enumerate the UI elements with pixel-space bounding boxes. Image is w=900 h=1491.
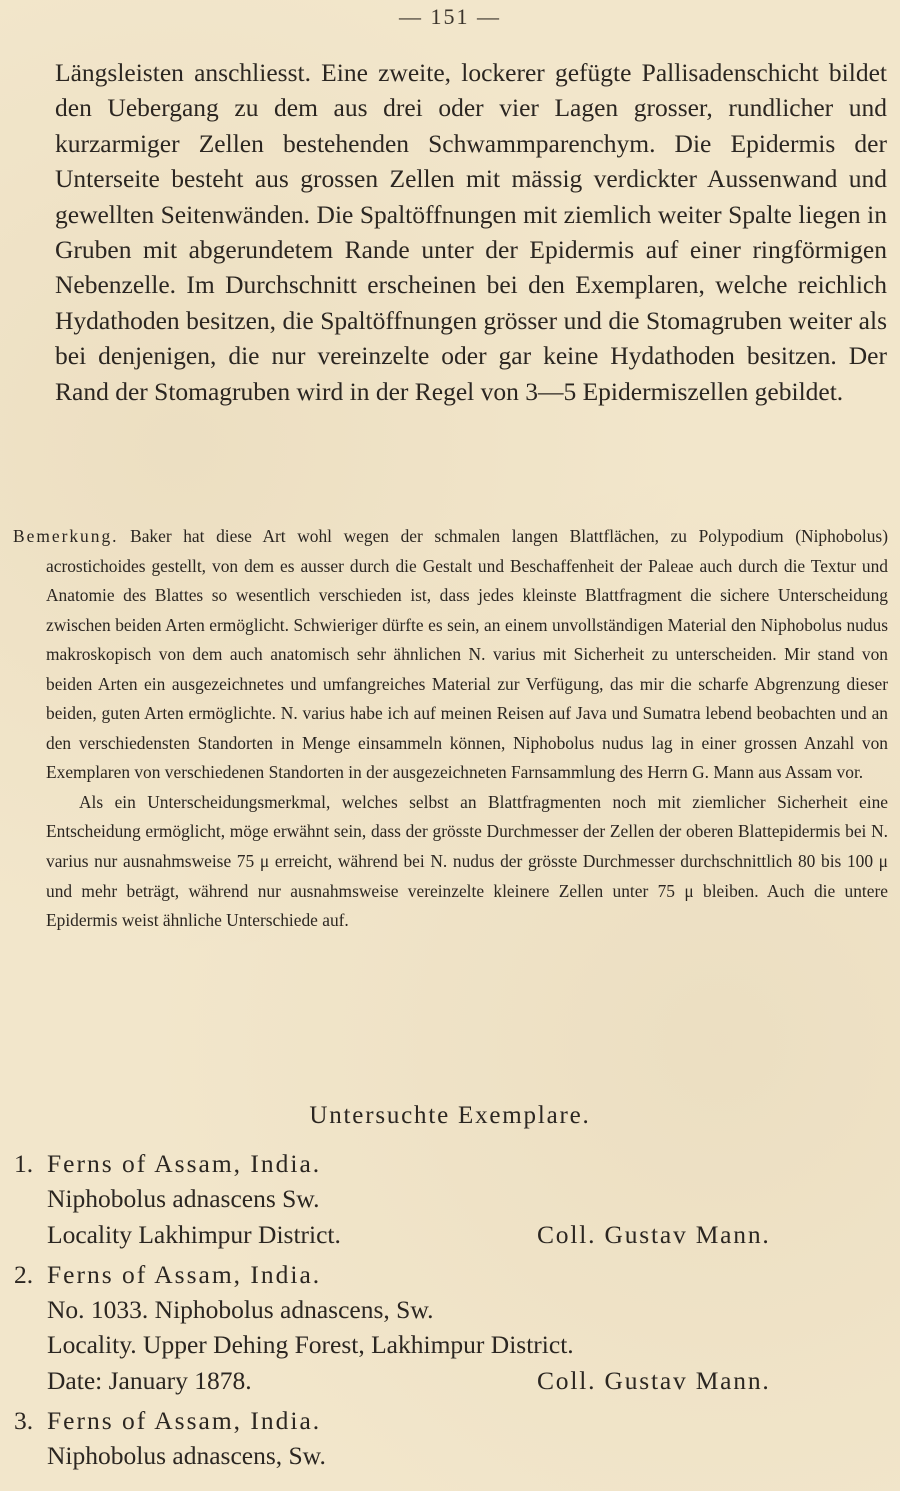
specimen-collector: Coll. Gustav Mann. — [537, 1365, 771, 1395]
remark-label: Bemerkung. — [13, 526, 119, 546]
specimen-list — [0, 1146, 900, 1478]
specimen-number: 1. — [14, 1149, 34, 1178]
specimen-line: Niphobolus adnascens Sw. — [47, 1184, 320, 1214]
specimen-line-with-collector — [0, 1217, 900, 1252]
remark-paragraph-2: Als ein Unterscheidungsmerkmal, welches selbst an Blattfragmenten noch mit ziemlicher Sicherheit eine Entscheidung ermöglicht, möge erwähnt sein, dass der grösste Durchmesser der Zellen der oberen Blattepidermis bei N. varius nur ausnahmsweise 75 μ erreicht, während bei N. nudus der grösste Durchmesser durchschnittlich 80 bis 100 μ und mehr beträgt, während nur ausnahmsweise vereinzelte kleinere Zellen unter 75 μ bleiben. Auch die untere Epidermis weist ähnliche Unterschiede auf. — [46, 791, 888, 931]
specimen-number: 2. — [14, 1259, 34, 1289]
specimen-number: 3. — [14, 1405, 34, 1435]
specimen-locality: Locality Lakhimpur District. — [47, 1219, 341, 1249]
specimen-line: Niphobolus adnascens, Sw. — [47, 1441, 326, 1471]
remark-section — [13, 522, 888, 936]
specimen-entry-2 — [0, 1257, 900, 1399]
specimen-entry-1 — [0, 1146, 900, 1252]
page-number: — 151 — — [399, 4, 501, 29]
specimen-line: Ferns of Assam, India. — [47, 1259, 322, 1289]
specimen-line: No. 1033. Niphobolus adnascens, Sw. — [47, 1295, 434, 1325]
specimen-line: Ferns of Assam, India. — [47, 1149, 322, 1178]
specimen-line: Locality. Upper Dehing Forest, Lakhimpur District. — [47, 1330, 574, 1360]
section-title: Untersuchte Exemplare. — [309, 1102, 591, 1129]
specimen-date: Date: January 1878. — [47, 1365, 252, 1395]
specimen-line: Ferns of Assam, India. — [47, 1405, 322, 1435]
specimen-line-with-collector — [0, 1363, 900, 1398]
remark-text-1: Baker hat diese Art wohl wegen der schmalen langen Blattflächen, zu Polypodium (Niphobolus) acrostichoides gestellt, von dem es ausser durch die Gestalt und Beschaffenheit der Paleae auch durch die Textur und Anatomie des Blattes so wesentlich verschieden ist, dass jedes kleinste Blattfragment die sichere Unterscheidung zwischen beiden Arten ermöglicht. Schwieriger dürfte es sein, an einem unvollständigen Material den Niphobolus nudus makroskopisch von dem auch anatomisch sehr ähnlichen N. varius mit Sicherheit zu unterscheiden. Mir stand von beiden Arten ein ausgezeichnetes und umfangreiches Material zur Verfügung, das mir die scharfe Abgrenzung dieser beiden, guten Arten ermöglichte. N. varius habe ich auf meinen Reisen auf Java und Sumatra lebend beobachten und an den verschiedensten Standorten in Menge einsammeln können, Niphobolus nudus lag in einer grossen Anzahl von Exemplaren von verschiedenen Standorten in der ausgezeichneten Farnsammlung des Herrn G. Mann aus Assam vor. — [46, 526, 888, 783]
remark-paragraph-1 — [13, 522, 888, 788]
main-paragraph: Längsleisten anschliesst. Eine zweite, lockerer gefügte Pallisadenschicht bildet den Uebergang zu dem aus drei oder vier Lagen grosser, rundlicher und kurzarmiger Zellen bestehenden Schwammparenchym. Die Epidermis der Unterseite besteht aus grossen Zellen mit mässig verdickter Aussenwand und gewellten Seitenwänden. Die Spaltöffnungen mit ziemlich weiter Spalte liegen in Gruben mit abgerundetem Rande unter der Epidermis auf einer ringförmigen Nebenzelle. Im Durchschnitt erscheinen bei den Exemplaren, welche reichlich Hydathoden besitzen, die Spaltöffnungen grösser und die Stomagruben weiter als bei denjenigen, die nur vereinzelte oder gar keine Hydathoden besitzen. Der Rand der Stomagruben wird in der Regel von 3—5 Epidermiszellen gebildet. — [55, 58, 887, 406]
specimen-collector: Coll. Gustav Mann. — [537, 1219, 771, 1249]
specimen-entry-3 — [0, 1403, 900, 1474]
